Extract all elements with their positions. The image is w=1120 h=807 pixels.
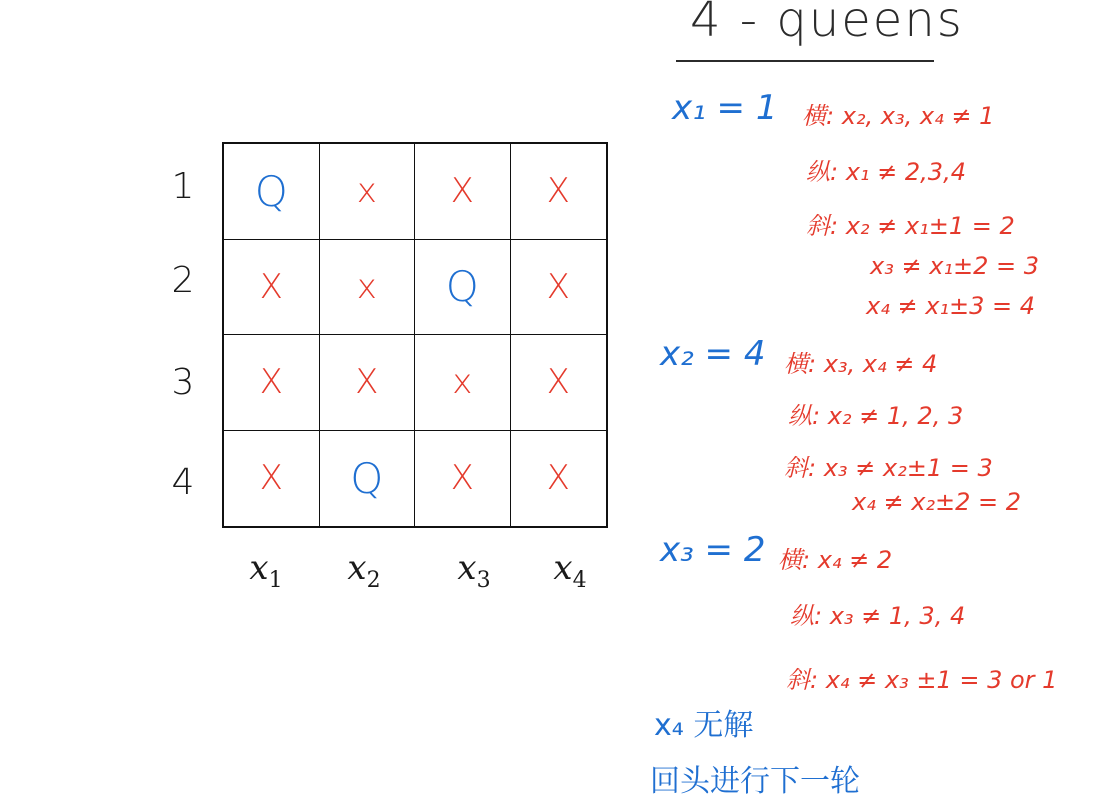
row-label-1: 1: [171, 166, 195, 207]
title-underline: [676, 60, 934, 62]
cross-mark: X: [259, 458, 283, 499]
no-solution-note: x₄ 无解: [654, 708, 754, 743]
diag-constraint-x1-line3: x₄ ≠ x₁±3 = 4: [866, 292, 1036, 320]
cross-mark: X: [450, 458, 474, 499]
diag-constraint-x2-line2: x₄ ≠ x₂±2 = 2: [852, 488, 1022, 516]
row-constraint-x3: 横: x₄ ≠ 2: [778, 546, 893, 574]
board-cell: [415, 144, 511, 240]
diag-constraint-x1: 斜: x₂ ≠ x₁±1 = 2: [806, 212, 1015, 240]
cross-mark: x: [356, 266, 377, 307]
col-label-x3: $x_3$: [457, 548, 491, 593]
cross-mark: x: [452, 362, 473, 403]
cross-mark: X: [546, 458, 570, 499]
board-cell: [511, 240, 607, 336]
chess-board: [222, 142, 608, 528]
assign-x2: x₂ = 4: [660, 334, 766, 374]
board-cell: [415, 335, 511, 431]
board-cell: [320, 335, 416, 431]
board-cell: [224, 144, 320, 240]
cross-mark: X: [546, 266, 570, 307]
diag-constraint-x3: 斜: x₄ ≠ x₃ ±1 = 3 or 1: [786, 666, 1058, 694]
queen-mark: Q: [254, 166, 288, 216]
board-cell: [224, 335, 320, 431]
col-constraint-x3: 纵: x₃ ≠ 1, 3, 4: [790, 602, 966, 630]
board-cell: [511, 144, 607, 240]
row-constraint-x1: 横: x₂, x₃, x₄ ≠ 1: [802, 102, 995, 130]
row-label-2: 2: [171, 260, 195, 301]
board-cell: [511, 431, 607, 527]
board-cell: [415, 240, 511, 336]
row-label-3: 3: [171, 362, 195, 403]
board-cell: [320, 144, 416, 240]
page-title: 4 - queens: [690, 0, 964, 48]
col-label-x1: $x_1$: [249, 548, 283, 593]
col-label-x4: $x_4$: [553, 548, 587, 593]
col-constraint-x2: 纵: x₂ ≠ 1, 2, 3: [788, 402, 964, 430]
cross-mark: X: [546, 171, 570, 212]
col-constraint-x1: 纵: x₁ ≠ 2,3,4: [806, 158, 966, 186]
diag-constraint-x1-line2: x₃ ≠ x₁±2 = 3: [870, 252, 1040, 280]
row-label-4: 4: [171, 462, 195, 503]
cross-mark: X: [259, 362, 283, 403]
cross-mark: X: [259, 266, 283, 307]
board-cell: [320, 240, 416, 336]
board-cell: [224, 431, 320, 527]
cross-mark: X: [546, 362, 570, 403]
board-cell: [320, 431, 416, 527]
cross-mark: X: [450, 171, 474, 212]
board-cell: [224, 240, 320, 336]
col-label-x2: $x_2$: [347, 548, 381, 593]
cross-mark: X: [355, 362, 379, 403]
diag-constraint-x2: 斜: x₃ ≠ x₂±1 = 3: [784, 454, 993, 482]
assign-x1: x₁ = 1: [672, 88, 778, 128]
cross-mark: x: [356, 171, 377, 212]
queen-mark: Q: [445, 262, 479, 312]
row-constraint-x2: 横: x₃, x₄ ≠ 4: [784, 350, 938, 378]
board-cell: [415, 431, 511, 527]
board-cell: [511, 335, 607, 431]
queen-mark: Q: [350, 453, 384, 503]
backtrack-note: 回头进行下一轮: [650, 764, 860, 799]
assign-x3: x₃ = 2: [660, 530, 766, 570]
